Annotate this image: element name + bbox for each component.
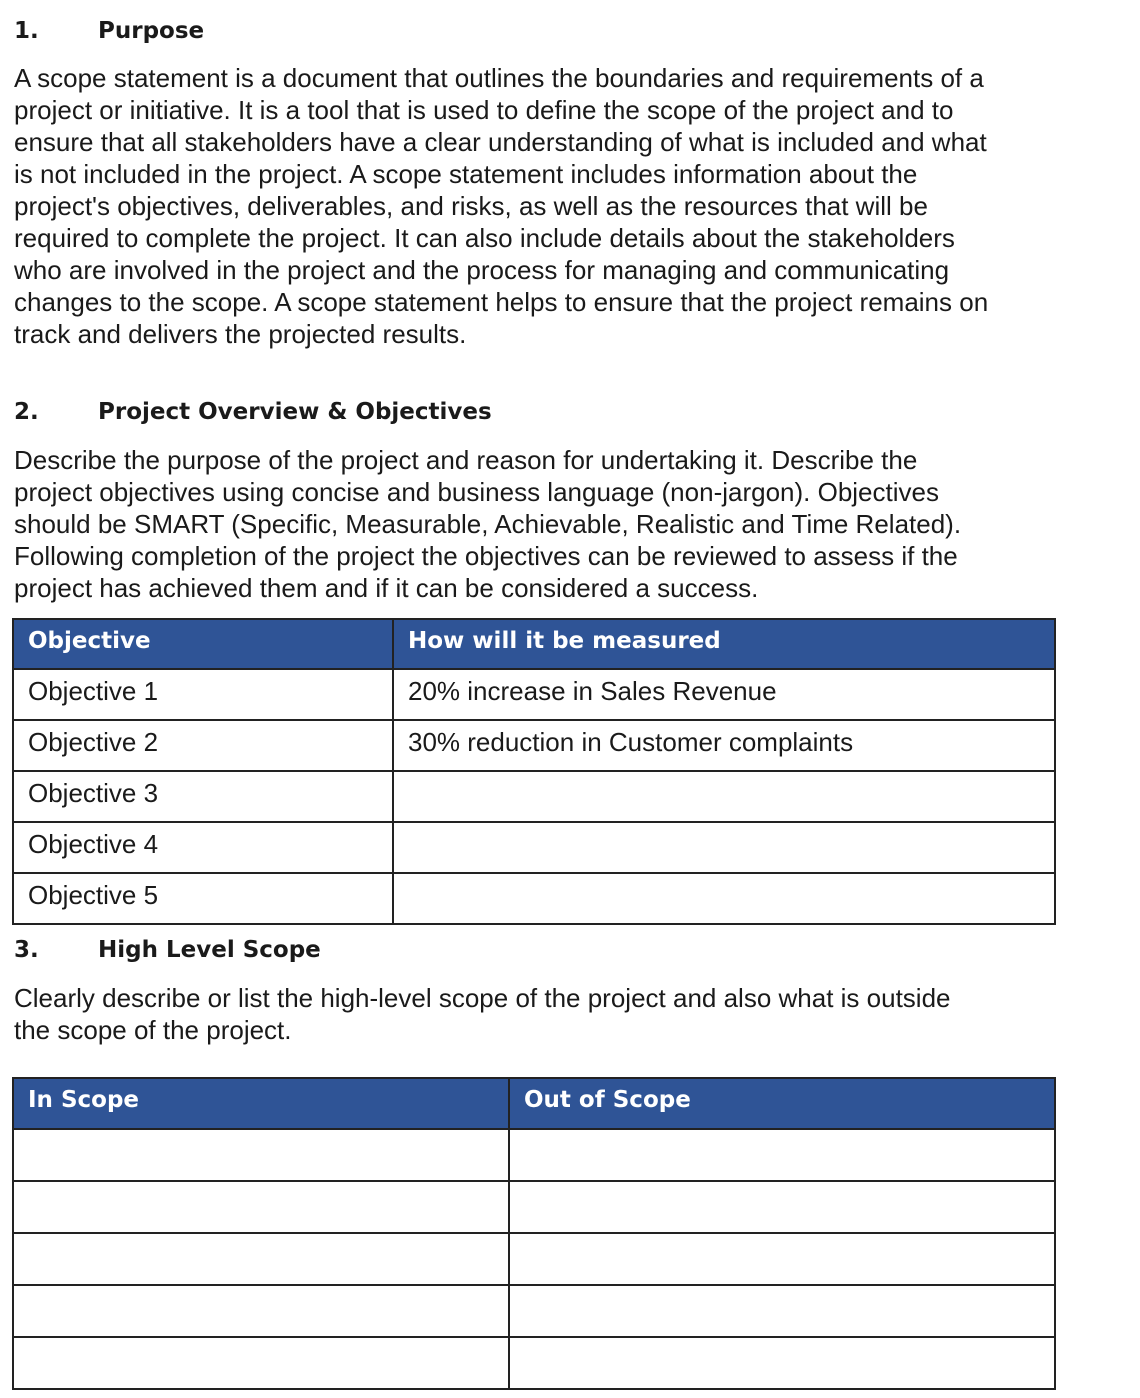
table-cell[interactable] (13, 1129, 509, 1181)
paragraph-line: changes to the scope. A scope statement helps to ensure that the project remains on (14, 287, 989, 317)
table-cell[interactable] (393, 873, 1055, 924)
table-cell[interactable] (509, 1337, 1055, 1389)
purpose-paragraph (14, 62, 988, 350)
paragraph-line: project objectives using concise and business language (non-jargon). Objectives (14, 477, 939, 507)
column-header: How will it be measured (393, 619, 1055, 669)
table-cell[interactable] (509, 1285, 1055, 1337)
scope-paragraph (14, 982, 951, 1046)
paragraph-line: the scope of the project. (14, 1015, 292, 1045)
section-number: 1. (14, 18, 39, 44)
paragraph-line: project's objectives, deliverables, and risks, as well as the resources that will be (14, 191, 928, 221)
section-number: 3. (14, 937, 39, 963)
section-title: Project Overview & Objectives (98, 399, 492, 425)
table-row (13, 1233, 1055, 1285)
paragraph-line: who are involved in the project and the process for managing and communicating (14, 255, 950, 285)
objectives-table (12, 618, 1056, 925)
heading-purpose (14, 18, 204, 44)
table-cell[interactable]: Objective 5 (13, 873, 393, 924)
table-row (13, 1129, 1055, 1181)
table-cell[interactable] (13, 1181, 509, 1233)
table-cell[interactable] (509, 1129, 1055, 1181)
paragraph-line: Following completion of the project the objectives can be reviewed to assess if the (14, 541, 958, 571)
paragraph-line: track and delivers the projected results. (14, 319, 467, 349)
table-row (13, 771, 1055, 822)
table-cell[interactable] (13, 1337, 509, 1389)
table-cell[interactable]: 30% reduction in Customer complaints (393, 720, 1055, 771)
section-title: High Level Scope (98, 937, 321, 963)
table-cell[interactable]: Objective 3 (13, 771, 393, 822)
section-number: 2. (14, 399, 39, 425)
table-cell[interactable]: Objective 1 (13, 669, 393, 720)
table-row (13, 822, 1055, 873)
table-cell[interactable] (13, 1233, 509, 1285)
table-cell[interactable]: 20% increase in Sales Revenue (393, 669, 1055, 720)
table-cell[interactable] (13, 1285, 509, 1337)
heading-overview (14, 399, 492, 425)
paragraph-line: ensure that all stakeholders have a clear understanding of what is included and what (14, 127, 987, 157)
column-header: Out of Scope (509, 1078, 1055, 1129)
paragraph-line: Clearly describe or list the high-level scope of the project and also what is outside (14, 983, 951, 1013)
table-cell[interactable]: Objective 2 (13, 720, 393, 771)
paragraph-line: is not included in the project. A scope statement includes information about the (14, 159, 918, 189)
paragraph-line: should be SMART (Specific, Measurable, Achievable, Realistic and Time Related). (14, 509, 962, 539)
paragraph-line: Describe the purpose of the project and reason for undertaking it. Describe the (14, 445, 918, 475)
table-cell[interactable]: Objective 4 (13, 822, 393, 873)
table-header-row (13, 619, 1055, 669)
section-title: Purpose (98, 18, 205, 44)
table-cell[interactable] (393, 822, 1055, 873)
table-row (13, 669, 1055, 720)
paragraph-line: project has achieved them and if it can be considered a success. (14, 573, 759, 603)
table-row (13, 720, 1055, 771)
table-cell[interactable] (393, 771, 1055, 822)
table-cell[interactable] (509, 1181, 1055, 1233)
table-row (13, 1337, 1055, 1389)
overview-paragraph (14, 444, 961, 604)
heading-scope (14, 937, 321, 963)
paragraph-line: project or initiative. It is a tool that is used to define the scope of the project and to (14, 95, 954, 125)
column-header: In Scope (13, 1078, 509, 1129)
table-row (13, 1285, 1055, 1337)
table-row (13, 873, 1055, 924)
scope-table (12, 1077, 1056, 1390)
column-header: Objective (13, 619, 393, 669)
paragraph-line: A scope statement is a document that outlines the boundaries and requirements of a (14, 63, 984, 93)
paragraph-line: required to complete the project. It can also include details about the stakeholders (14, 223, 955, 253)
table-row (13, 1181, 1055, 1233)
table-cell[interactable] (509, 1233, 1055, 1285)
table-header-row (13, 1078, 1055, 1129)
